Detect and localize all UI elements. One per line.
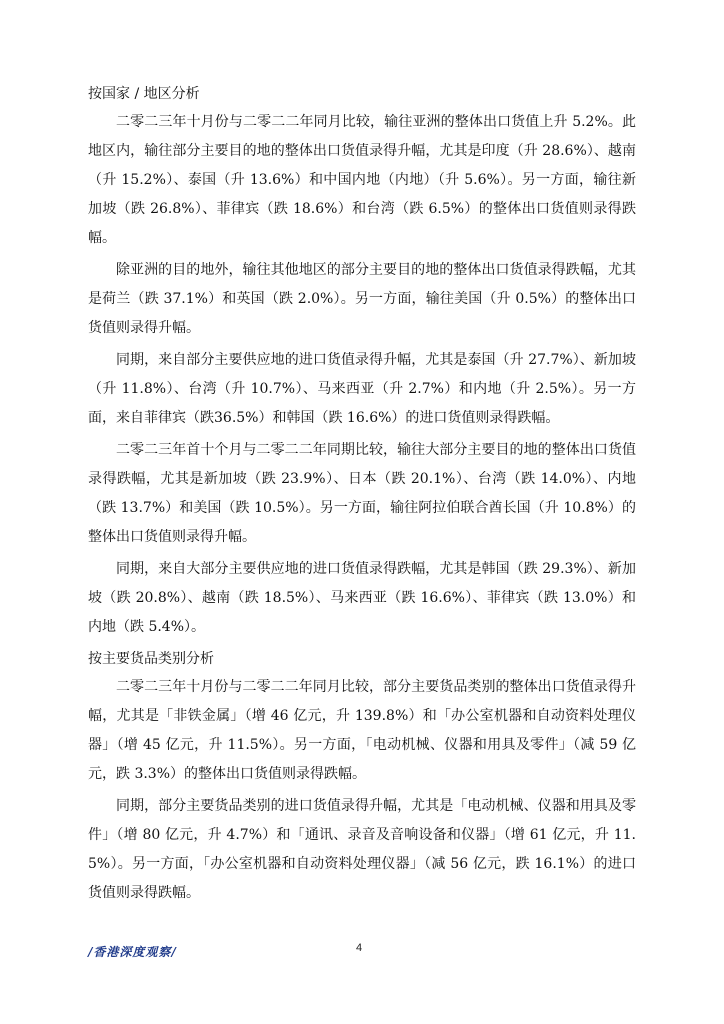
document-body (88, 80, 636, 911)
paragraph: 同期，来自部分主要供应地的进口货值录得升幅，尤其是泰国（升 27.7%）、新加坡（升 11.8%）、台湾（升 10.7%）、马来西亚（升 2.7%）和内地（升 2.5%）。另一方面，来自菲律宾（跌36.5%）和韩国（跌 16.6%）的进口货值则录得跌幅。 (88, 352, 636, 426)
paragraph: 二零二三年首十个月与二零二二年同期比较，输往大部分主要目的地的整体出口货值录得跌幅，尤其是新加坡（跌 23.9%）、日本（跌 20.1%）、台湾（跌 14.0%）、内地（跌 13.7%）和美国（跌 10.5%）。另一方面，输往阿拉伯联合酋长国（升 10.8%）的整体出口货值则录得升幅。 (88, 442, 636, 545)
footer-logo: /香港深度观察/ (88, 945, 177, 959)
paragraph: 同期，部分主要货品类别的进口货值录得升幅，尤其是「电动机械、仪器和用具及零件」（增 80 亿元，升 4.7%）和「通讯、录音及音响设备和仪器」（增 61 亿元，升 11.5%）。另一方面，「办公室机器和自动资料处理仪器」（减 56 亿元，跌 16.1%）的进口货值则录得跌幅。 (88, 798, 636, 901)
section-heading-country-region: 按国家 / 地区分析 (88, 86, 200, 102)
paragraph: 除亚洲的目的地外，输往其他地区的部分主要目的地的整体出口货值录得跌幅，尤其是荷兰（跌 37.1%）和英国（跌 2.0%）。另一方面，输往美国（升 0.5%）的整体出口货值则录得升幅。 (88, 262, 636, 336)
section-heading-commodity: 按主要货品类别分析 (88, 651, 214, 667)
paragraph: 二零二三年十月份与二零二二年同月比较，部分主要货品类别的整体出口货值录得升幅，尤其是「非铁金属」（增 46 亿元，升 139.8%）和「办公室机器和自动资料处理仪器」（增 45 亿元，升 11.5%）。另一方面，「电动机械、仪器和用具及零件」（减 59 亿元，跌 3.3%）的整体出口货值则录得跌幅。 (88, 679, 636, 782)
paragraph: 二零二三年十月份与二零二二年同月比较，输往亚洲的整体出口货值上升 5.2%。此地区内，输往部分主要目的地的整体出口货值录得升幅，尤其是印度（升 28.6%）、越南（升 15.2%）、泰国（升 13.6%）和中国内地（内地）（升 5.6%）。另一方面，输往新加坡（跌 26.8%）、菲律宾（跌 18.6%）和台湾（跌 6.5%）的整体出口货值则录得跌幅。 (88, 114, 636, 246)
paragraph: 同期，来自大部分主要供应地的进口货值录得跌幅，尤其是韩国（跌 29.3%）、新加坡（跌 20.8%）、越南（跌 18.5%）、马来西亚（跌 16.6%）、菲律宾（跌 13.0%）和内地（跌 5.4%）。 (88, 561, 636, 635)
page-number: 4 (356, 942, 363, 954)
